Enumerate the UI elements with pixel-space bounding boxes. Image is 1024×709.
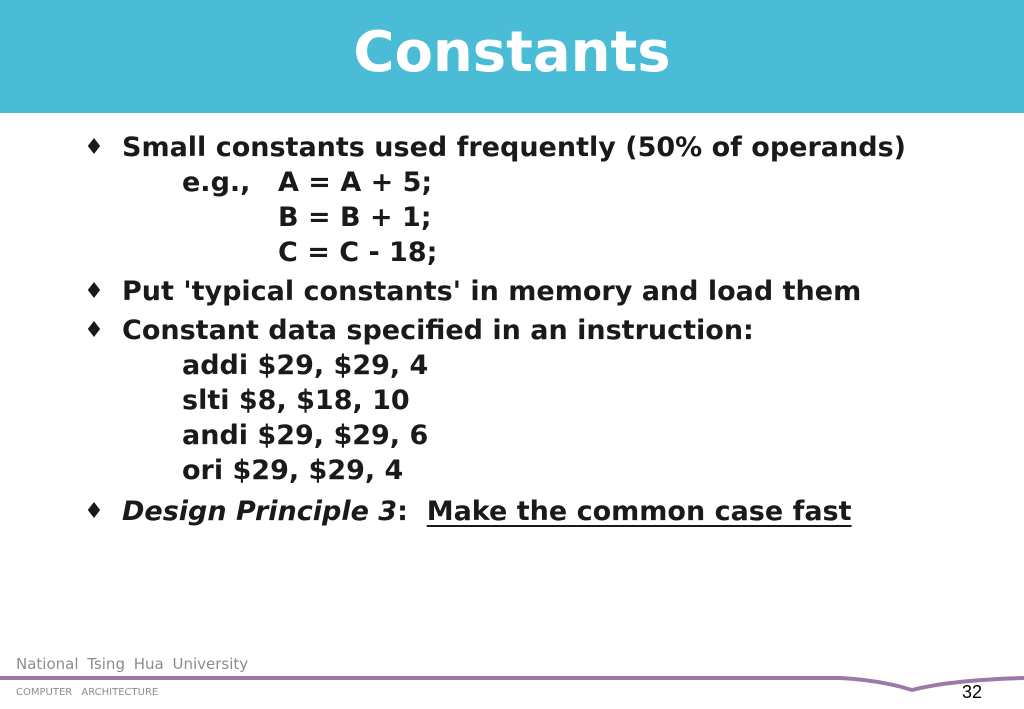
title-bar <box>0 0 1024 113</box>
bullet-text: Constant data specified in an instruction: <box>122 315 754 346</box>
bullet-constant-data <box>84 313 984 348</box>
diamond-bullet-icon: ♦ <box>84 279 104 304</box>
diamond-bullet-icon: ♦ <box>84 499 104 524</box>
example-line: A = A + 5; <box>278 167 433 198</box>
instruction-line: andi $29, $29, 6 <box>182 420 429 451</box>
bullet-text: Small constants used frequently (50% of operands) <box>122 132 906 163</box>
slide-title: Constants <box>353 20 671 85</box>
bullet-design-principle <box>84 494 984 529</box>
slide-body <box>84 130 984 529</box>
instruction-line: ori $29, $29, 4 <box>182 455 404 486</box>
principle-colon: : <box>397 496 408 527</box>
page-number: 32 <box>962 682 983 702</box>
diamond-bullet-icon: ♦ <box>84 318 104 343</box>
principle-label: Design Principle 3 <box>122 496 398 527</box>
footer-course: COMPUTER ARCHITECTURE <box>16 687 159 698</box>
footer-university: National Tsing Hua University <box>16 655 249 673</box>
example-line: C = C - 18; <box>278 237 438 268</box>
bullet-text: Put 'typical constants' in memory and load them <box>122 276 862 307</box>
instruction-line: addi $29, $29, 4 <box>182 350 429 381</box>
bullet-typical-constants <box>84 274 984 309</box>
eg-label: e.g., <box>182 167 251 198</box>
instruction-line: slti $8, $18, 10 <box>182 385 410 416</box>
example-line: B = B + 1; <box>278 202 432 233</box>
example-row <box>84 165 984 200</box>
diamond-bullet-icon: ♦ <box>84 135 104 160</box>
bullet-small-constants <box>84 130 984 165</box>
principle-statement: Make the common case fast <box>426 496 852 527</box>
